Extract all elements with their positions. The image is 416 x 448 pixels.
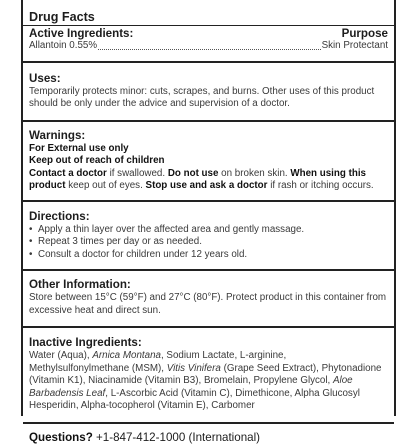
inactive-part: Water (Aqua), <box>29 350 93 361</box>
uses-heading: Uses: <box>29 71 61 85</box>
drug-facts-panel <box>21 0 396 444</box>
active-ingredients-heading: Active Ingredients: <box>29 27 134 40</box>
title-divider <box>23 25 394 26</box>
inactive-heading: Inactive Ingredients: <box>29 336 142 349</box>
uses-text: Temporarily protects minor: cuts, scrapes, and burns. Other uses of this product should be only under the advice and supervision of a doctor. <box>29 85 375 109</box>
active-section <box>23 0 394 56</box>
other-info-section <box>23 271 394 326</box>
drug-facts-title: Drug Facts <box>29 10 95 24</box>
questions-phone: +1-847-412-1000 (International) <box>92 430 261 444</box>
leader-dots <box>98 49 320 50</box>
active-heading-row <box>29 27 388 40</box>
other-info-heading: Other Information: <box>29 278 131 291</box>
stop-use-label: Stop use and ask a doctor <box>145 180 268 191</box>
inactive-text <box>29 350 388 413</box>
when-using-text: keep out of eyes. <box>65 180 146 191</box>
directions-list <box>29 224 388 262</box>
active-ingredient-row <box>29 40 388 53</box>
active-ingredient: Allantoin 0.55% <box>29 40 98 51</box>
warning-paragraph <box>29 168 388 193</box>
active-purpose: Skin Protectant <box>321 40 388 51</box>
children-warning: Keep out of reach of children <box>29 155 165 166</box>
uses-section <box>23 63 394 120</box>
purpose-heading: Purpose <box>341 27 388 40</box>
contact-doctor-label: Contact a doctor <box>29 167 107 179</box>
directions-section <box>23 202 394 270</box>
list-item: • Apply a thin layer over the affected area and gently massage. <box>29 224 388 237</box>
directions-heading: Directions: <box>29 209 90 223</box>
inactive-part: (Grape Seed Extract), Phytonadione (Vitamin K1), Niacinamide (Vitamin B3), Bromelain, Propylene Glycol, <box>29 362 382 386</box>
do-not-use-text: on broken skin. <box>218 167 291 179</box>
other-info-text: Store between 15°C (59°F) and 27°C (80°F). Protect product in this container from excessive heat and direct sun. <box>29 292 387 316</box>
warnings-section <box>23 122 394 200</box>
list-item: • Repeat 3 times per day or as needed. <box>29 236 388 249</box>
contact-doctor-text: if swallowed. <box>106 167 168 179</box>
questions-label: Questions? <box>29 430 93 444</box>
inactive-part: , L-Ascorbic Acid (Vitamin C), Dimethicone, Alpha Glucosyl Hesperidin, Alpha-tocopherol (Vitamin E), Carbomer <box>29 387 360 411</box>
do-not-use-label: Do not use <box>167 167 219 179</box>
inactive-part-italic: Vitis Vinifera <box>166 362 221 374</box>
when-using-label: When using this product <box>29 167 366 191</box>
questions-section <box>23 424 394 448</box>
stop-use-text: if rash or itching occurs. <box>267 180 374 191</box>
inactive-part-italic: Aloe Barbadensis Leaf <box>29 375 353 399</box>
external-use-warning: For External use only <box>29 142 129 154</box>
inactive-section <box>23 328 394 422</box>
inactive-part: , Sodium Lactate, L-arginine, Methylsulfonylmethane (MSM), <box>29 350 287 374</box>
warnings-heading: Warnings: <box>29 128 86 142</box>
inactive-part-italic: Arnica Montana <box>92 350 161 361</box>
list-item: • Consult a doctor for children under 12 years old. <box>29 249 388 262</box>
